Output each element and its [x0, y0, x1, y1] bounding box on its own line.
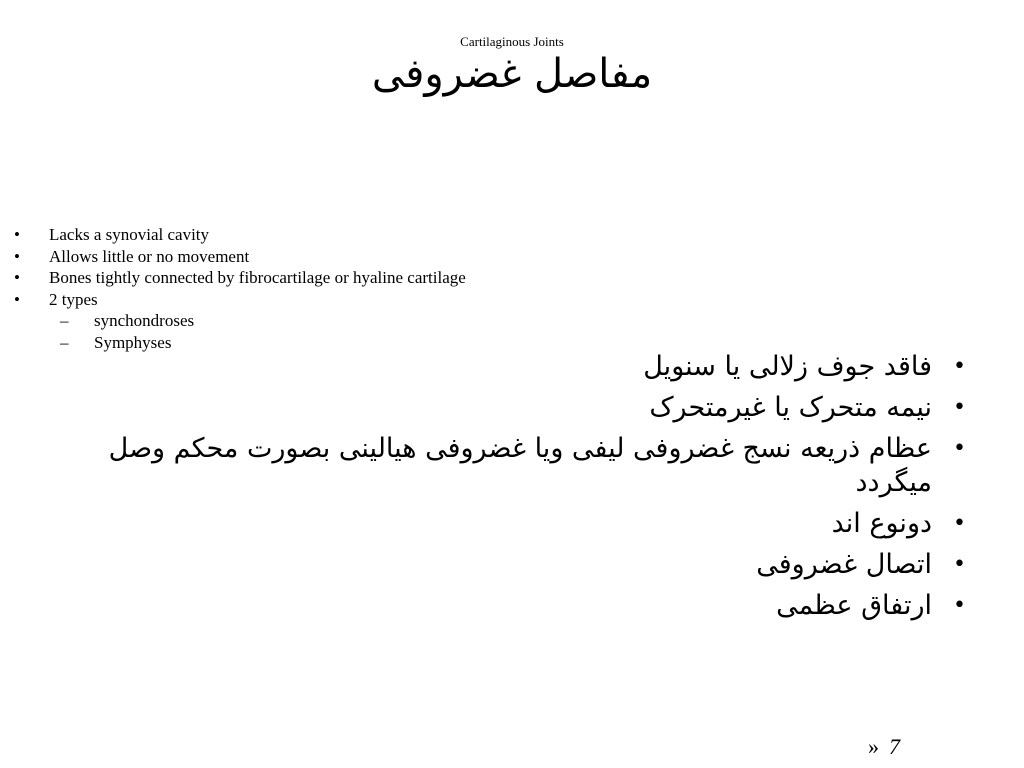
- persian-bullet-text: ارتفاق عظمی: [776, 590, 932, 621]
- bullet-marker: •: [14, 246, 20, 266]
- persian-bullet-text: اتصال غضروفی: [756, 549, 932, 580]
- dash-marker: –: [60, 311, 69, 330]
- bullet-marker: •: [953, 552, 966, 577]
- slide-title-english: Cartilaginous Joints: [460, 34, 564, 49]
- persian-bullet-text: عظام ذریعه نسج غضروفی لیفی ویا غضروفی هیالینی بصورت محکم وصل میگردد: [108, 433, 932, 498]
- dash-marker: –: [60, 332, 69, 352]
- persian-bullet-text: نیمه متحرک یا غیرمتحرک: [649, 392, 932, 423]
- persian-bullet-text: فاقد جوف زلالی یا سنویل: [643, 351, 932, 382]
- english-subbullet-item: [0, 310, 700, 332]
- persian-bullet-item: [66, 391, 966, 425]
- english-subbullet-text: Symphyses: [94, 332, 172, 352]
- persian-bullet-item: [66, 350, 966, 384]
- english-bullet-text: Allows little or no movement: [49, 246, 250, 266]
- bullet-marker: •: [14, 268, 20, 287]
- persian-bullet-text: دونوع اند: [831, 508, 932, 539]
- english-bullet-item: [0, 224, 700, 246]
- english-bullet-list: [0, 224, 700, 353]
- english-subbullet-text: synchondroses: [94, 311, 195, 330]
- persian-bullet-item: [66, 548, 966, 582]
- persian-bullet-item: [66, 507, 966, 541]
- page-number-value: 7: [889, 734, 900, 759]
- bullet-marker: •: [953, 436, 966, 461]
- english-bullet-text: 2 types: [49, 289, 98, 309]
- bullet-marker: •: [953, 395, 966, 420]
- bullet-marker: •: [953, 354, 966, 379]
- bullet-marker: •: [953, 593, 966, 618]
- english-bullet-item: [0, 289, 700, 311]
- persian-bullet-item: [66, 589, 966, 623]
- slide-title-persian: مفاصل غضروفی: [371, 51, 653, 97]
- bullet-marker: •: [953, 511, 966, 536]
- page-number: [868, 732, 900, 762]
- english-bullet-text: Lacks a synovial cavity: [49, 225, 210, 244]
- bullet-marker: •: [14, 289, 20, 309]
- persian-bullet-item: [66, 432, 966, 500]
- english-bullet-text: Bones tightly connected by fibrocartilage or hyaline cartilage: [49, 268, 466, 287]
- english-bullet-item: [0, 267, 700, 289]
- persian-bullet-list: [66, 350, 966, 630]
- page-marker: »: [868, 734, 879, 759]
- english-bullet-item: [0, 246, 700, 268]
- bullet-marker: •: [14, 225, 20, 244]
